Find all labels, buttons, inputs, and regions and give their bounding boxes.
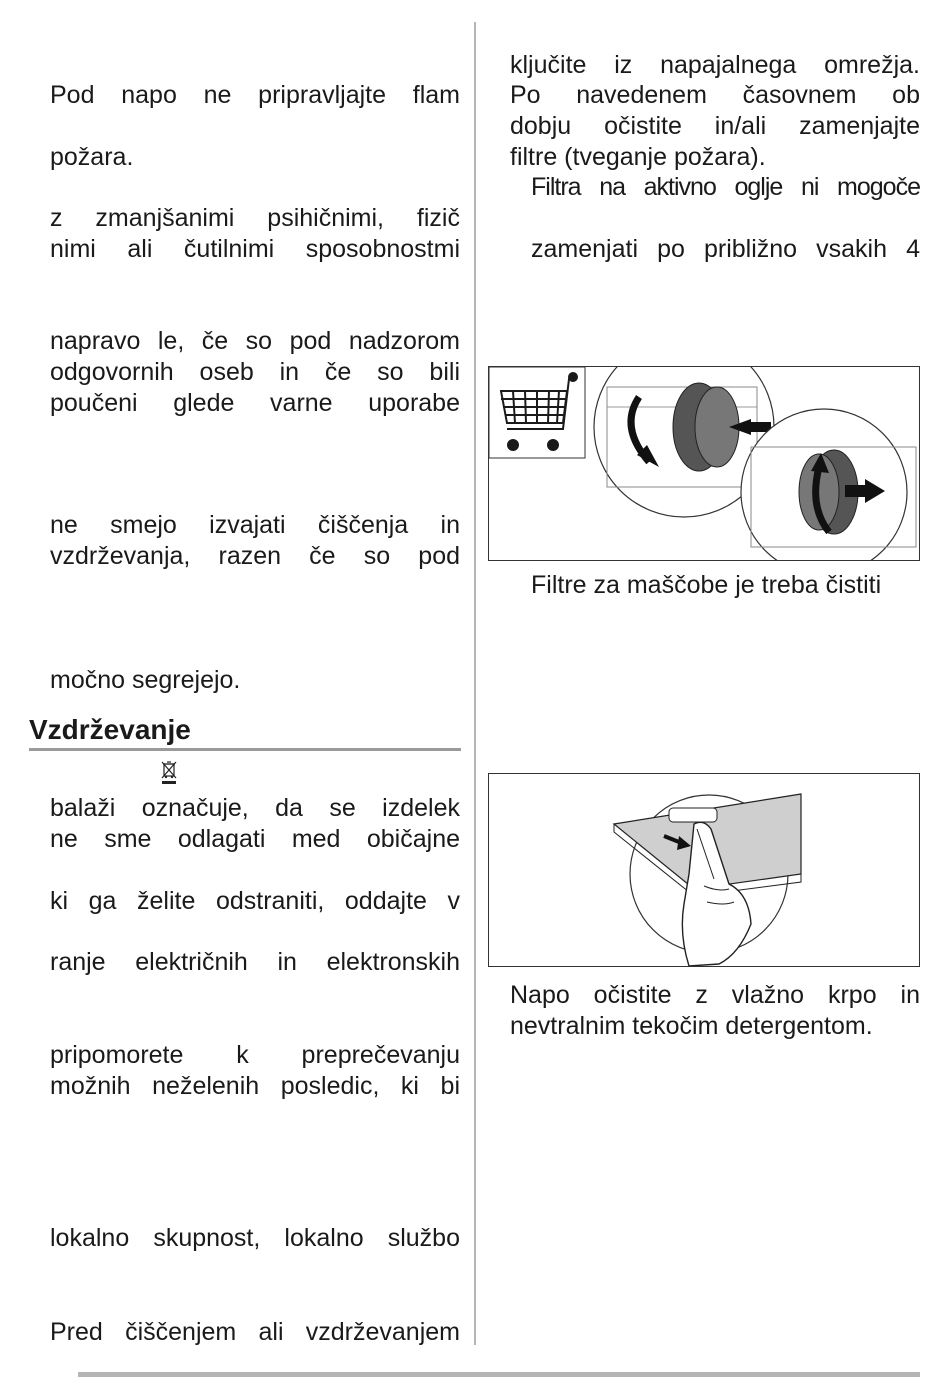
column-divider (474, 22, 476, 1345)
footer-rule (78, 1372, 920, 1377)
left-line-9: vzdrževanja, razen če so pod (50, 542, 460, 570)
grease-filter-removal-figure (488, 773, 920, 967)
left-line-13: ki ga želite odstraniti, oddajte v (50, 887, 460, 915)
right-line-5: Filtra na aktivno oglje ni mogoče (531, 173, 920, 201)
right-line-2: Po navedenem časovnem ob (510, 81, 920, 109)
left-line-1: Pod napo ne pripravljajte flam (50, 81, 460, 109)
left-line-6: odgovornih oseb in če so bili (50, 358, 460, 386)
left-line-15: pripomorete k preprečevanju (50, 1041, 460, 1069)
left-line-5: napravo le, če so pod nadzorom (50, 327, 460, 355)
left-line-10: močno segrejejo. (50, 666, 241, 694)
left-line-7: poučeni glede varne uporabe (50, 389, 460, 417)
filter-replacement-figure (488, 366, 920, 561)
right-line-8: Napo očistite z vlažno krpo in (510, 981, 920, 1009)
left-line-14: ranje električnih in elektronskih (50, 948, 460, 976)
left-line-2: požara. (50, 143, 134, 171)
left-line-4: nimi ali čutilnimi sposobnostmi (50, 235, 460, 263)
right-line-7: Filtre za maščobe je treba čistiti (531, 571, 882, 599)
left-line-3: z zmanjšanimi psihičnimi, fizič (50, 204, 460, 232)
left-line-18: Pred čiščenjem ali vzdrževanjem (50, 1318, 460, 1346)
right-line-1: ključite iz napajalnega omrežja. (510, 51, 920, 79)
left-line-16: možnih neželenih posledic, ki bi (50, 1072, 460, 1100)
right-line-3: dobju očistite in/ali zamenjajte (510, 112, 920, 140)
right-line-6: zamenjati po približno vsakih 4 (531, 235, 920, 263)
left-line-12: ne sme odlagati med običajne (50, 825, 460, 853)
right-line-4: filtre (tveganje požara). (510, 143, 766, 171)
left-line-11: balaži označuje, da se izdelek (50, 794, 460, 822)
left-line-17: lokalno skupnost, lokalno službo (50, 1224, 460, 1252)
crossed-out-bin-icon (158, 760, 180, 786)
right-line-9: nevtralnim tekočim detergentom. (510, 1012, 873, 1040)
section-heading: Vzdrževanje (29, 714, 191, 745)
left-line-8: ne smejo izvajati čiščenja in (50, 511, 460, 539)
heading-underline (29, 748, 461, 751)
